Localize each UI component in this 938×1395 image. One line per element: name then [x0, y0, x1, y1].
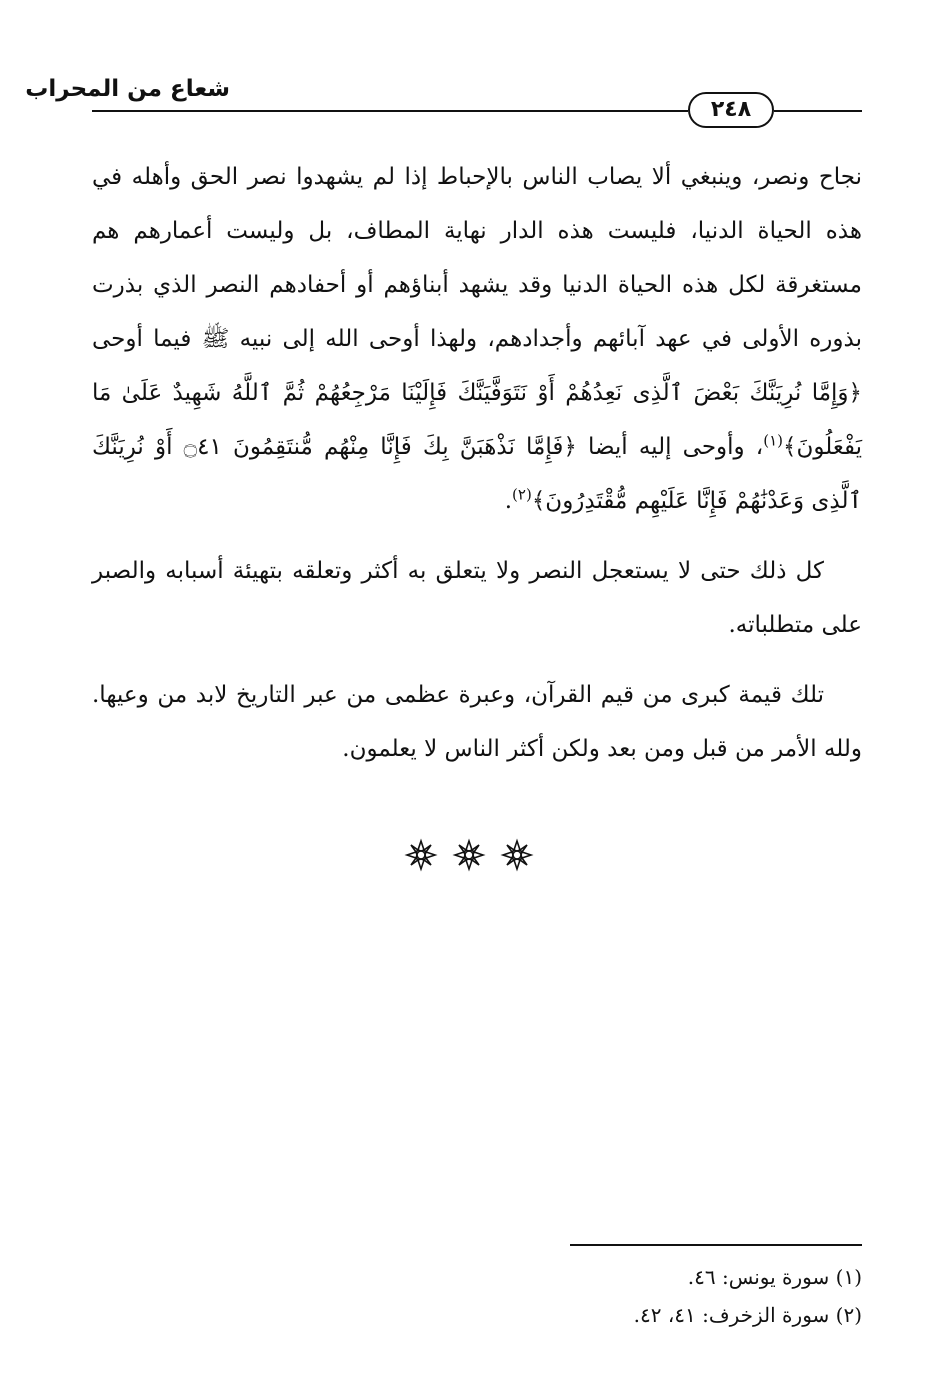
main-text — [92, 150, 862, 792]
section-divider-ornaments — [0, 838, 938, 878]
flower-ornament-icon — [404, 838, 438, 872]
paragraph-2: كل ذلك حتى لا يستعجل النصر ولا يتعلق به أكثر وتعلقه بتهيئة أسبابه والصبر على متطلباته. — [92, 558, 862, 638]
flower-ornament-icon — [452, 838, 486, 872]
paragraph-1-text-2: ، وأوحى إليه أيضا ﴿فَإِمَّا نَذْهَبَنَّ بِكَ فَإِنَّا مِنْهُم مُّنتَقِمُونَ ۝٤١ أَوْ نُرِيَنَّكَ ٱلَّذِى وَعَدْنَٰهُمْ فَإِنَّا عَلَيْهِم مُّقْتَدِرُونَ﴾ — [92, 434, 862, 514]
page-number-badge: ٢٤٨ — [688, 92, 774, 128]
paragraph-1-text: نجاح ونصر، وينبغي ألا يصاب الناس بالإحباط إذا لم يشهدوا نصر الحق وأهله في هذه الحياة الدنيا، فليست هذه الدار نهاية المطاف، بل وليست أعمارهم هم مستغرقة لكل هذه الحياة الدنيا وقد يشهد أبناؤهم أو أحفادهم النصر الذي بذرت بذوره الأولى في عهد آبائهم وأجدادهم، ولهذا أوحى الله إلى نبيه ﷺ فيما أوحى ﴿وَإِمَّا نُرِيَنَّكَ بَعْضَ ٱلَّذِى نَعِدُهُمْ أَوْ نَتَوَفَّيَنَّكَ فَإِلَيْنَا مَرْجِعُهُمْ ثُمَّ ٱللَّهُ شَهِيدٌ عَلَىٰ مَا يَفْعَلُونَ﴾ — [92, 164, 862, 460]
footnote-1: (١) سورة يونس: ٤٦. — [687, 1265, 862, 1289]
footnotes — [92, 1258, 862, 1334]
footnote-ref-2: (٢) — [512, 485, 532, 504]
header-rule-right — [774, 110, 862, 112]
paragraph-1-text-3: . — [504, 488, 513, 514]
footnote-2: (٢) سورة الزخرف: ٤١، ٤٢. — [633, 1303, 862, 1327]
flower-ornament-icon — [500, 838, 534, 872]
running-header-title: شعاع من المحراب — [25, 76, 230, 102]
footnote-separator — [570, 1244, 862, 1246]
footnote-ref-1: (١) — [763, 431, 783, 450]
paragraph-1 — [92, 150, 862, 528]
paragraph-3: تلك قيمة كبرى من قيم القرآن، وعبرة عظمى من عبر التاريخ لابد من وعيها. ولله الأمر من قبل ومن بعد ولكن أكثر الناس لا يعلمون. — [92, 682, 862, 762]
header-rule-left — [92, 110, 688, 112]
